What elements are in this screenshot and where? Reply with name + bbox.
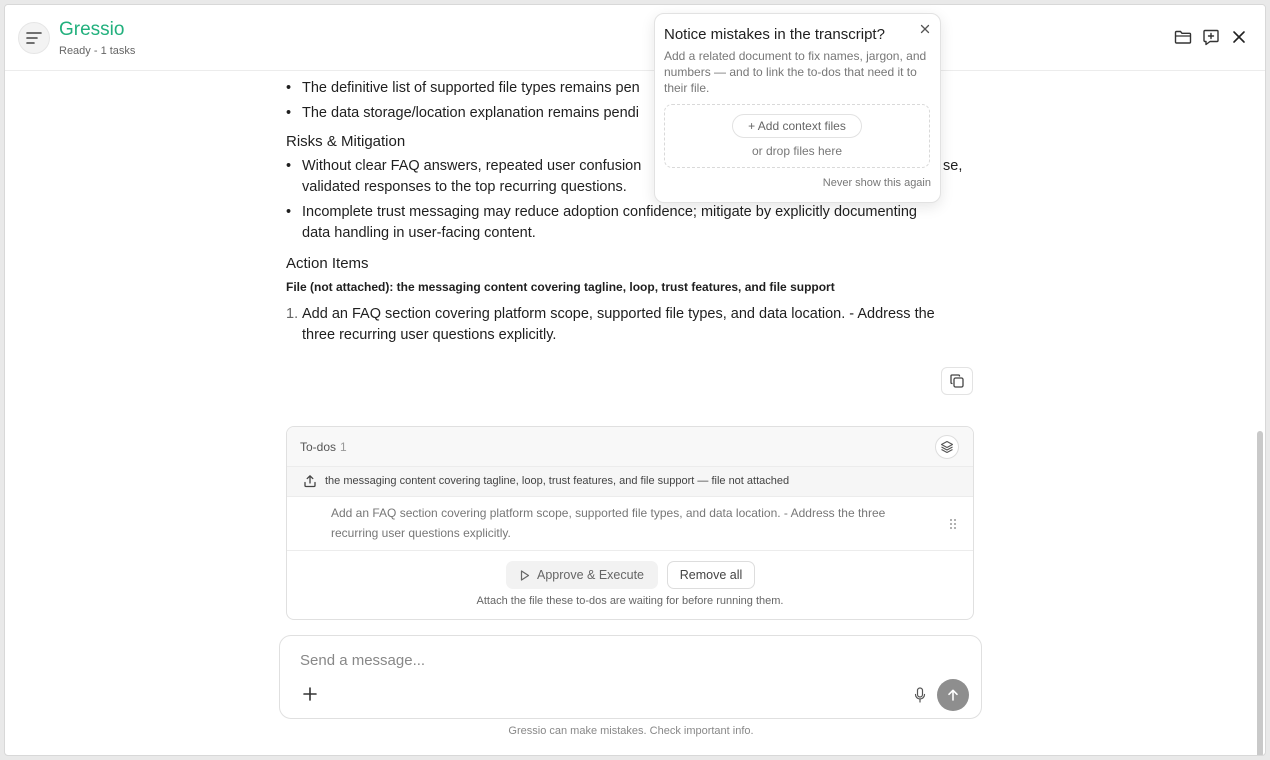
microphone-button[interactable] <box>913 687 927 703</box>
todo-item-line: Add an FAQ section covering platform scope, supported file types, and data location. - Address the three <box>331 506 886 520</box>
disclaimer: Gressio can make mistakes. Check important info. <box>508 725 754 737</box>
list-item-text: validated responses to the top recurring questions. <box>302 179 627 195</box>
list-item: • The definitive list of supported file types remains pen <box>286 78 976 99</box>
add-attachment-button[interactable] <box>302 686 318 702</box>
play-icon <box>520 570 530 581</box>
send-button[interactable] <box>937 679 969 711</box>
list-item-text: data handling in user-facing content. <box>302 225 536 241</box>
list-item-text: se, <box>943 158 963 174</box>
popup-description: Add a related document to fix names, jargon, and numbers — and to link the to-dos that need it to their file. <box>664 49 927 95</box>
app-header <box>5 5 1265 71</box>
copy-icon <box>949 373 965 389</box>
approve-execute-label: Approve & Execute <box>536 568 644 582</box>
popup-close-button[interactable] <box>918 22 932 36</box>
list-item <box>286 202 976 244</box>
section-heading: Action Items <box>286 255 369 272</box>
file-dropzone[interactable] <box>664 104 930 168</box>
app-title: Gressio <box>59 19 125 40</box>
transcript-notice-popup <box>654 13 941 203</box>
new-chat-icon <box>1202 28 1220 46</box>
approve-execute-button[interactable] <box>506 561 658 589</box>
folder-icon <box>1174 29 1192 45</box>
todos-count: 1 <box>340 440 347 454</box>
list-item-text: Without clear FAQ answers, repeated user confusion <box>302 158 642 174</box>
close-icon <box>1232 30 1246 44</box>
add-context-files-button[interactable]: + Add context files <box>732 114 862 138</box>
microphone-icon <box>913 687 927 703</box>
todo-item-line: recurring user questions explicitly. <box>331 526 511 540</box>
plus-icon <box>302 686 318 702</box>
chat-content <box>5 71 1265 756</box>
close-icon <box>920 24 930 34</box>
list-item <box>286 304 976 346</box>
message-composer <box>279 635 982 719</box>
todos-header <box>287 427 973 467</box>
menu-button[interactable] <box>18 22 50 54</box>
drop-files-text: or drop files here <box>751 144 843 158</box>
app-status: Ready - 1 tasks <box>59 45 136 57</box>
send-arrow-icon <box>946 688 960 702</box>
todo-file-row[interactable] <box>287 467 973 497</box>
scrollbar[interactable] <box>1257 137 1263 756</box>
copy-button[interactable] <box>941 367 973 395</box>
todos-note: Attach the file these to-dos are waiting for before running them. <box>476 595 784 607</box>
drag-handle-icon[interactable] <box>949 518 957 530</box>
todos-title: To-dos <box>300 440 337 454</box>
layers-button[interactable] <box>935 435 959 459</box>
menu-icon <box>26 31 42 45</box>
close-window-button[interactable] <box>1229 27 1249 47</box>
never-show-again-link[interactable]: Never show this again <box>822 177 931 189</box>
app-window <box>4 4 1266 756</box>
list-number: 1. <box>286 306 299 322</box>
list-item-text: three recurring user questions explicitly. <box>302 327 557 343</box>
remove-all-button[interactable]: Remove all <box>667 561 755 589</box>
layers-icon <box>940 440 954 454</box>
folder-button[interactable] <box>1173 27 1193 47</box>
file-heading: File (not attached): the messaging content covering tagline, loop, trust features, and file support <box>286 280 835 294</box>
todo-item-text <box>331 503 941 543</box>
message-input[interactable]: Send a message... <box>300 652 426 669</box>
new-chat-button[interactable] <box>1201 27 1221 47</box>
section-heading: Risks & Mitigation <box>286 133 406 150</box>
todos-panel <box>286 426 974 620</box>
list-item: • The data storage/location explanation remains pendi <box>286 103 976 124</box>
upload-icon <box>303 474 317 488</box>
todo-file-label: the messaging content covering tagline, loop, trust features, and file support — file not attached <box>325 475 790 487</box>
list-item-text: • Incomplete trust messaging may reduce adoption confidence; mitigate by explicitly documenting <box>302 204 917 220</box>
popup-title: Notice mistakes in the transcript? <box>664 26 885 43</box>
todo-item[interactable] <box>287 497 973 551</box>
list-item-text: Add an FAQ section covering platform scope, supported file types, and data location. - Address the <box>302 306 935 322</box>
scrollbar-thumb[interactable] <box>1257 431 1263 756</box>
todos-title-group <box>300 440 347 454</box>
